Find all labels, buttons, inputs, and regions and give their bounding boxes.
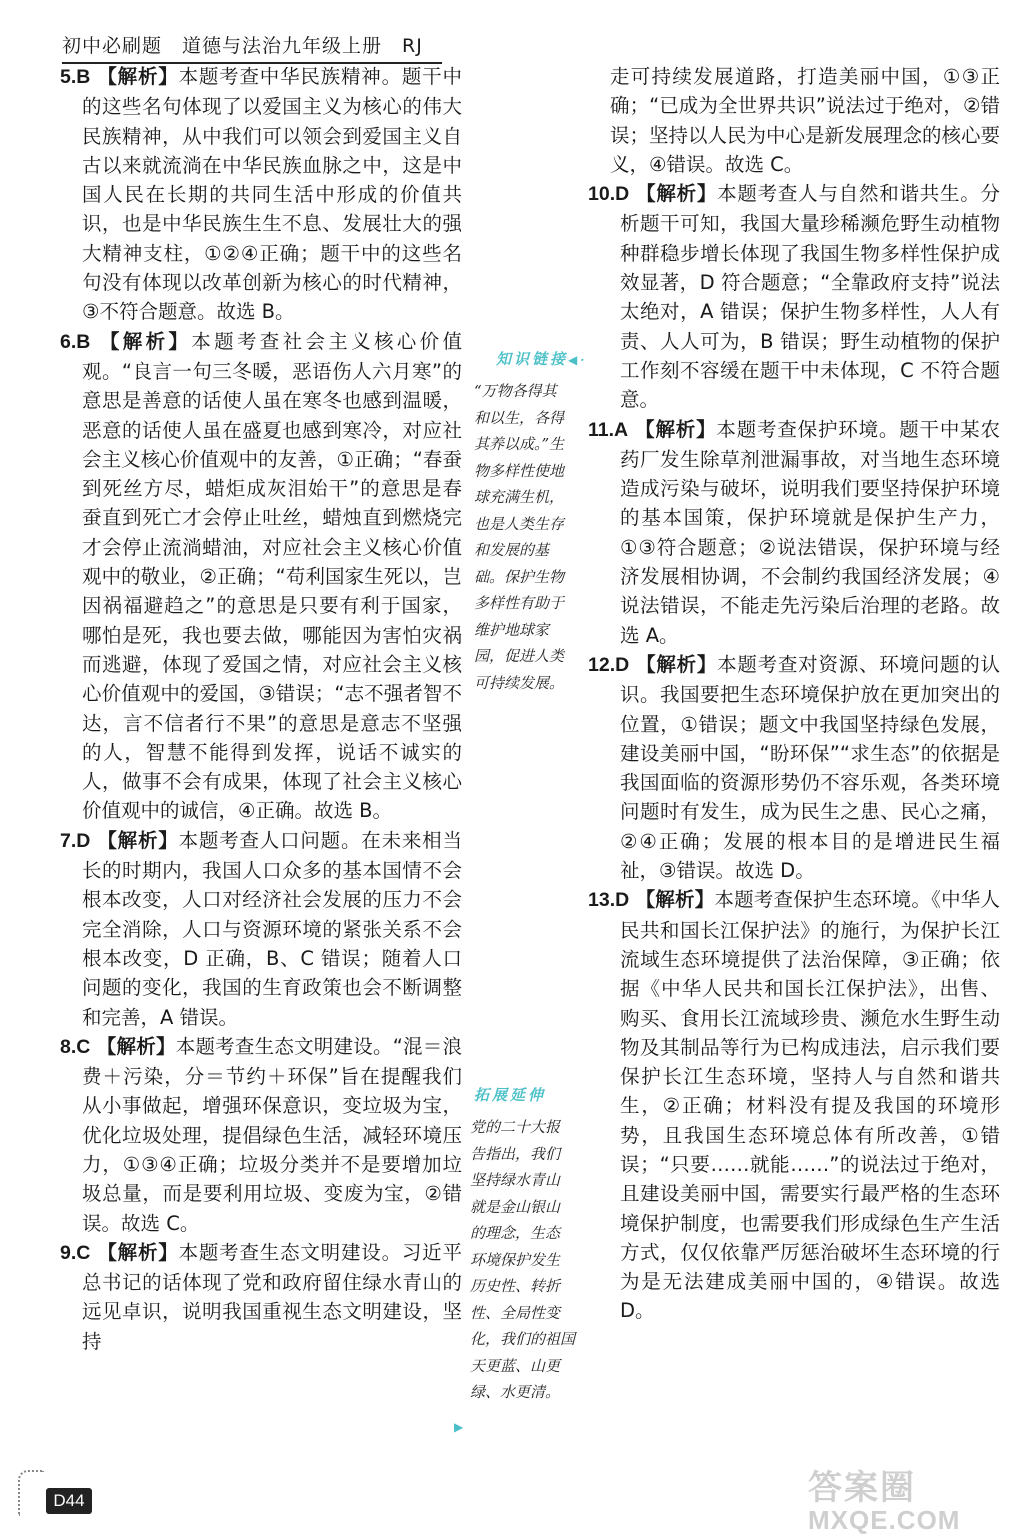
- answer-text: 本题考查社会主义核心价值观。“良言一句三冬暖，恶语伤人六月寒”的意思是善意的话使人虽在寒冬也感到温暖，恶意的话使人虽在盛夏也感到寒冷，对应社会主义核心价值观中的友善，①正确；“春蚕到死丝方尽，蜡炬成灰泪始干”的意思是春蚕直到死亡才会停止吐丝，蜡烛直到燃烧完才会停止流淌蜡油，对应社会主义核心价值观中的敬业，②正确；“苟利国家生死以，岂因祸福避趋之”的意思是只要有利于国家，哪怕是死，我也要去做，哪能因为害怕灾祸而逃避，体现了爱国之情，对应社会主义核心价值观中的爱国，③错误；“志不强者智不达，言不信者行不果”的意思是意志不坚强的人，智慧不能得到发挥，说话不诚实的人，做事不会有成果，体现了社会主义核心价值观中的诚信，④正确。故选 B。: [82, 329, 462, 823]
- answer-number: 11.A: [588, 418, 629, 441]
- sidebar-box-knowledge: [474, 378, 580, 696]
- sidebar-line: 也是人类生存: [474, 514, 565, 533]
- analysis-tag: 【解析】: [636, 182, 718, 206]
- sidebar-line: 历史性、转折: [470, 1277, 561, 1295]
- answer-text: 本题考查生态文明建设。“混＝浪费＋污染，分＝节约＋环保”旨在提醒我们从小事做起，增强环保意识，变垃圾为宝，优化垃圾处理，提倡绿色生活，减轻环境压力，①③④正确；垃圾分类并不是要增加垃圾总量，而是要利用垃圾、变废为宝，②错误。故选 C。: [82, 1034, 462, 1235]
- sidebar-line: 园，促进人类: [474, 647, 565, 665]
- arrow-right-icon: ▶: [454, 1420, 464, 1434]
- analysis-tag: 【解析】: [635, 888, 715, 912]
- sidebar-line: 环境保护发生: [470, 1250, 561, 1269]
- answer-11: [588, 415, 1000, 650]
- answer-9: [60, 1238, 462, 1356]
- answer-13: [588, 885, 1000, 1325]
- answer-number: 12.D: [588, 653, 630, 676]
- analysis-tag: 【解析】: [99, 329, 192, 353]
- sidebar-line: 和以生，各得: [474, 408, 565, 427]
- answer-text: 本题考查对资源、环境问题的认识。我国要把生态环境保护放在更加突出的位置，①错误；题文中我国坚持绿色发展，建设美丽中国，“盼环保”“求生态”的依据是我国面临的资源形势仍不容乐观，各类环境问题时有发生，成为民生之患、民心之痛，②④正确；发展的根本目的是增进民生福祉，③错误。故选 D。: [620, 652, 1000, 883]
- analysis-tag: 【解析】: [96, 1034, 176, 1058]
- sidebar-line: 维护地球家: [474, 620, 550, 639]
- answer-9-continued: 走可持续发展道路，打造美丽中国，①③正确；“已成为全世界共识”说法过于绝对，②错误；坚持以人民为中心是新发展理念的核心要义，④错误。故选 C。: [610, 65, 1001, 176]
- sidebar-line: 天更蓝、山更: [470, 1356, 561, 1375]
- answer-10: [588, 179, 1000, 414]
- page-header: 初中必刷题 道德与法治九年级上册 RJ: [62, 32, 442, 64]
- answer-text: 本题考查中华民族精神。题干中的这些名句体现了以爱国主义为核心的伟大民族精神，从中我们可以领会到爱国主义自古以来就流淌在中华民族血脉之中，这是中国人民在长期的共同生活中形成的价值共识，也是中华民族生生不息、发展壮大的强大精神支柱，①②④正确；题干中的这些名句没有体现以改革创新为核心的时代精神，③不符合题意。故选 B。: [82, 65, 462, 324]
- answer-number: 7.D: [60, 829, 91, 852]
- sidebar-line: 和发展的基: [474, 541, 550, 559]
- analysis-tag: 【解析】: [97, 65, 179, 88]
- answer-number: 13.D: [588, 889, 630, 912]
- sidebar-line: 础。保护生物: [474, 567, 565, 586]
- answer-12: [588, 650, 1000, 885]
- analysis-tag: 【解析】: [97, 828, 179, 852]
- answer-text: 本题考查人口问题。在未来相当长的时期内，我国人口众多的基本国情不会根本改变，人口对经济社会发展的压力不会完全消除，人口与资源环境的紧张关系不会根本改变，D 正确，B、C 错误；随着人口问题的变化，我国的生育政策也会不断调整和完善，A 错误。: [82, 828, 462, 1029]
- answer-number: 6.B: [60, 330, 91, 353]
- answer-number: 9.C: [60, 1241, 91, 1264]
- answer-6: [60, 327, 462, 826]
- left-column: [60, 62, 462, 1356]
- sidebar-line: 其养以成。”生: [474, 435, 565, 453]
- sidebar-line: 性、全局性变: [470, 1303, 561, 1322]
- answer-number: 10.D: [588, 183, 630, 206]
- page-number: D44: [46, 1488, 92, 1514]
- answer-7: [60, 826, 462, 1032]
- answer-text: 本题考查保护环境。题干中某农药厂发生除草剂泄漏事故，对当地生态环境造成污染与破坏，说明我们要坚持保护环境的基本国策，保护环境就是保护生产力，①③符合题意；②说法错误，保护环境与经济发展相协调，不会制约我国经济发展；④说法错误，不能走先污染后治理的老路。故选 A。: [620, 417, 1000, 647]
- sidebar-box-extension: [470, 1114, 580, 1406]
- sidebar-line: 告指出，我们: [470, 1144, 561, 1163]
- sidebar-line: “万物各得其: [474, 382, 557, 400]
- answer-5: [60, 62, 462, 327]
- sidebar-line: 党的二十大报: [470, 1118, 561, 1136]
- analysis-tag: 【解析】: [636, 652, 718, 676]
- answer-number: 5.B: [60, 66, 91, 88]
- sidebar-line: 坚持绿水青山: [470, 1171, 561, 1189]
- watermark-logo: [808, 1460, 1008, 1535]
- corner-decoration: [18, 1470, 44, 1516]
- sidebar-title-extension: 拓展延伸: [474, 1086, 547, 1104]
- answer-text: 本题考查生态文明建设。习近平总书记的话体现了党和政府留住绿水青山的远见卓识，说明我国重视生态文明建设，坚持: [82, 1240, 462, 1353]
- answer-8: [60, 1032, 462, 1238]
- answer-text: 本题考查人与自然和谐共生。分析题干可知，我国大量珍稀濒危野生动植物种群稳步增长体现了我国生物多样性保护成效显著，D 符合题意；“全靠政府支持”说法太绝对，A 错误；保护生物多样性，人人有责、人人可为，B 错误；野生动植物的保护工作刻不容缓在题干中未体现，C 不符合题意。: [620, 182, 1000, 412]
- sidebar-title-knowledge: 知识链接◀·: [496, 350, 588, 368]
- watermark-line: 答案圈: [808, 1469, 916, 1507]
- watermark-line: MXQE.COM: [808, 1505, 961, 1535]
- answer-text: 本题考查保护生态环境。《中华人民共和国长江保护法》的施行，为保护长江流域生态环境提供了法治保障，③正确；依据《中华人民共和国长江保护法》，出售、购买、食用长江流域珍贵、濒危水生野生动物及其制品等行为已构成违法，启示我们要保护长江生态环境，坚持人与自然和谐共生，②正确；材料没有提及我国的环境形势，且我国生态环境总体有所改善，①错误；“只要……就能……”的说法过于绝对，且建设美丽中国，需要实行最严格的生态环境保护制度，也需要我们形成绿色生产生活方式，仅仅依靠严厉惩治破坏生态环境的行为是无法建成美丽中国的，④错误。故选 D。: [620, 888, 1000, 1323]
- sidebar-line: 物多样性使地: [474, 461, 565, 480]
- analysis-tag: 【解析】: [97, 1240, 179, 1264]
- answer-number: 8.C: [60, 1035, 91, 1058]
- sidebar-line: 球充满生机，: [474, 488, 565, 506]
- sidebar-line: 可持续发展。: [474, 673, 565, 692]
- sidebar-line: 的理念，生态: [470, 1224, 561, 1242]
- sidebar-line: 化，我们的祖国: [470, 1330, 576, 1348]
- analysis-tag: 【解析】: [635, 417, 717, 441]
- sidebar-line: 绿、水更清。: [470, 1383, 561, 1401]
- right-column: [588, 62, 1000, 1326]
- arrow-left-icon: ◀·: [568, 353, 588, 367]
- sidebar-line: 就是金山银山: [470, 1197, 561, 1216]
- sidebar-line: 多样性有助于: [474, 594, 565, 612]
